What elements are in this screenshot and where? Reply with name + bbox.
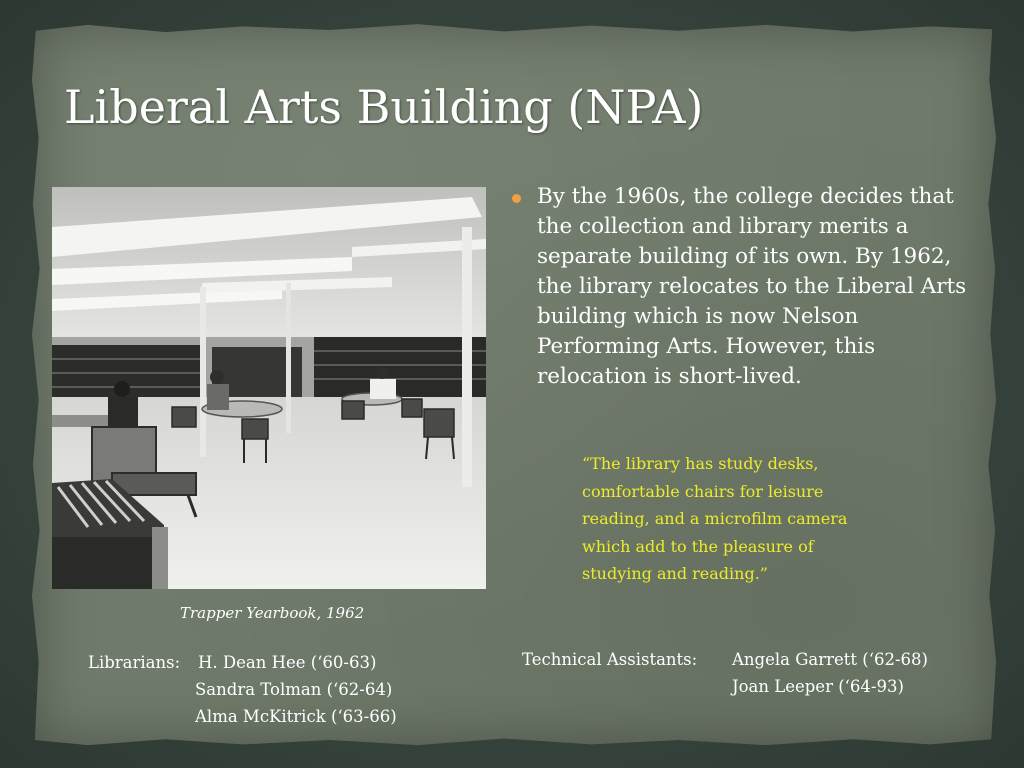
bullet-dot-icon — [512, 194, 521, 203]
assistant-name: Angela Garrett (‘62-68) — [732, 650, 928, 669]
library-reading-room-photo-icon — [52, 187, 486, 589]
librarians-label: Librarians: — [88, 653, 181, 672]
librarian-name: Alma McKitrick (‘63-66) — [195, 707, 397, 726]
bullet-text: By the 1960s, the college decides that the collection and library merits a separate building of its own. By 1962, the library relocates to the Liberal Arts building which is now Nelson Performing Arts. However, this relocation is short-lived. — [537, 184, 967, 389]
assistants-label: Technical Assistants: — [522, 650, 698, 669]
librarian-row — [88, 676, 508, 703]
assistant-name: Joan Leeper (‘64-93) — [732, 677, 904, 696]
assistant-row — [522, 646, 982, 673]
technical-assistants-list — [522, 646, 982, 700]
yearbook-quote: “The library has study desks, comfortable chairs for leisure reading, and a microfilm camera which add to the pleasure of studying and reading.” — [582, 454, 848, 583]
library-photo — [52, 187, 486, 589]
photo-caption: Trapper Yearbook, 1962 — [180, 604, 365, 622]
librarian-name: H. Dean Hee (‘60-63) — [198, 653, 377, 672]
librarian-row — [88, 649, 508, 676]
slide-title: Liberal Arts Building (NPA) — [64, 80, 704, 134]
librarian-row — [88, 703, 508, 730]
assistant-row — [522, 673, 982, 700]
librarian-name: Sandra Tolman (‘62-64) — [195, 680, 393, 699]
librarians-list — [88, 649, 508, 730]
bullet-item — [512, 182, 974, 392]
